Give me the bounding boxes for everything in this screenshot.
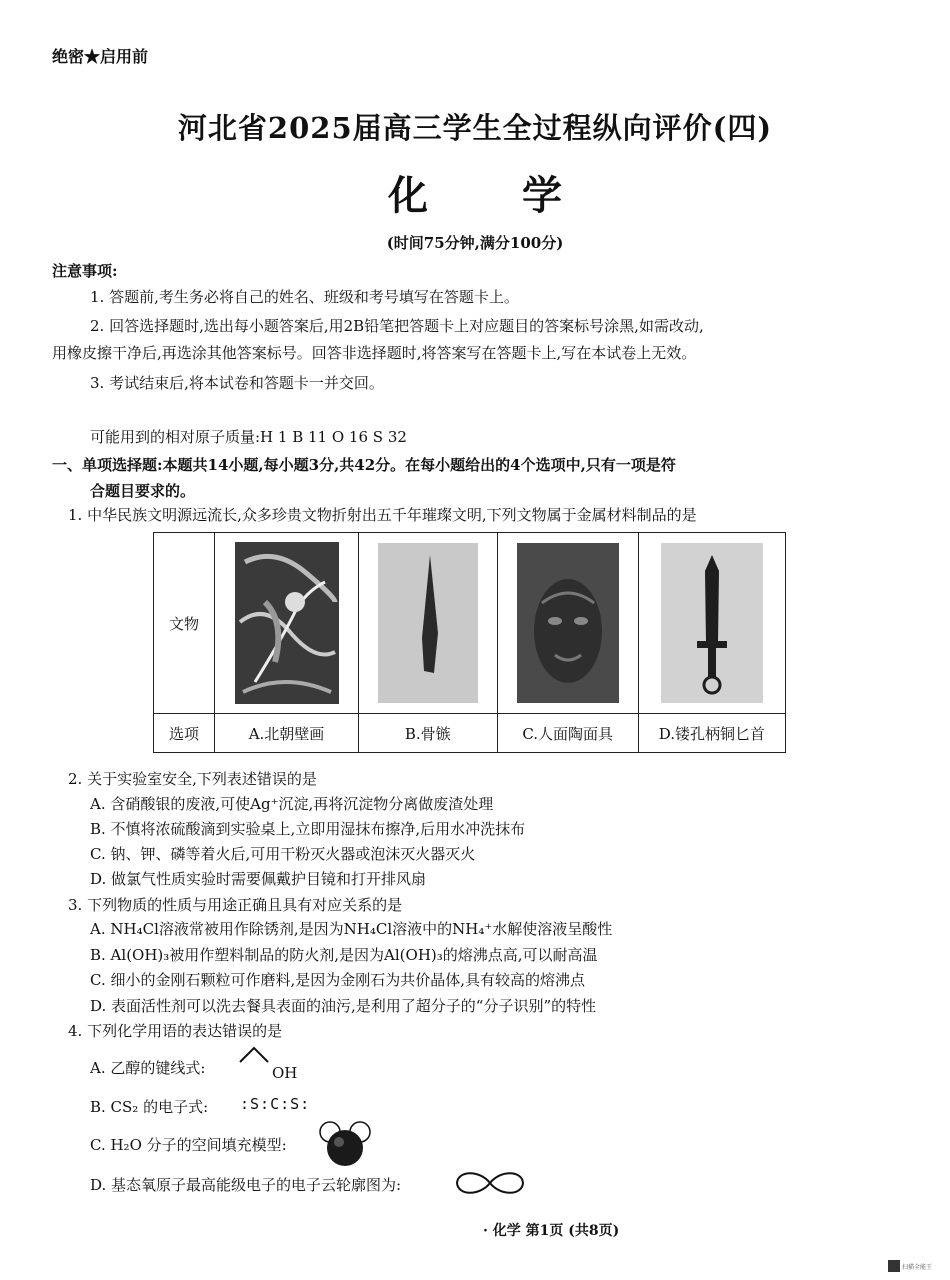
question-4-option-d: D. 基态氧原子最高能级电子的电子云轮廓图为:: [90, 1176, 402, 1194]
note-item-2: 2. 回答选择题时,选出每小题答案后,用2B铅笔把答题卡上对应题目的答案标号涂黑,如需改动,: [90, 317, 704, 335]
exam-title: 河北省2025届高三学生全过程纵向评价(四): [177, 111, 773, 145]
section-heading: 一、单项选择题:本题共14小题,每小题3分,共42分。在每小题给出的4个选项中,只有一项是符: [52, 456, 676, 474]
question-2-option-d: D. 做氯气性质实验时需要佩戴护目镜和打开排风扇: [90, 870, 427, 888]
confidential-label: 绝密★启用前: [52, 47, 149, 66]
question-4-stem: 4. 下列化学用语的表达错误的是: [68, 1022, 283, 1040]
pottery-mask-picture: [517, 543, 619, 703]
relic-bronze-dagger-image: [638, 533, 785, 714]
question-3-option-d: D. 表面活性剂可以洗去餐具表面的油污,是利用了超分子的“分子识别”的特性: [90, 997, 597, 1015]
time-info: (时间75分钟,满分100分): [386, 234, 564, 252]
relic-mural-image: [215, 533, 359, 714]
question-4-option-b: B. CS₂ 的电子式:: [90, 1098, 209, 1116]
question-1-stem: 1. 中华民族文明源远流长,众多珍贵文物折射出五千年璀璨文明,下列文物属于金属材料制品的是: [68, 506, 697, 524]
question-3-stem: 3. 下列物质的性质与用途正确且具有对应关系的是: [68, 896, 403, 914]
page-footer: · 化学 第1页 (共8页): [483, 1223, 620, 1239]
ethanol-oh-label: OH: [272, 1064, 298, 1082]
scanner-watermark: 扫描全能王: [902, 1264, 933, 1271]
question-4-option-a: A. 乙醇的键线式:: [90, 1059, 206, 1077]
water-spacefill-model-icon: [316, 1120, 374, 1168]
row-label-relic: 文物: [154, 533, 215, 714]
question-3-option-a: A. NH₄Cl溶液常被用作除锈剂,是因为NH₄Cl溶液中的NH₄⁺水解使溶液呈酸性: [90, 920, 613, 938]
atomic-masses: 可能用到的相对原子质量:H 1 B 11 O 16 S 32: [90, 428, 407, 446]
subject-title: 化 学: [388, 172, 602, 219]
row-label-option: 选项: [154, 714, 215, 753]
relic-bone-arrowhead-image: [359, 533, 498, 714]
notes-heading: 注意事项:: [52, 262, 118, 280]
ethanol-skeletal-icon: [236, 1042, 276, 1068]
relics-table: [153, 532, 786, 753]
question-2-option-b: B. 不慎将浓硫酸滴到实验桌上,立即用湿抹布擦净,后用水冲洗抹布: [90, 820, 526, 838]
mural-picture: [235, 542, 339, 704]
question-2-option-a: A. 含硝酸银的废液,可使Ag⁺沉淀,再将沉淀物分离做废渣处理: [90, 795, 494, 813]
section-heading-cont: 合题目要求的。: [90, 482, 196, 500]
relic-pottery-mask-image: [497, 533, 638, 714]
note-item-1: 1. 答题前,考生务必将自己的姓名、班级和考号填写在答题卡上。: [90, 288, 519, 306]
question-4-option-c: C. H₂O 分子的空间填充模型:: [90, 1136, 287, 1154]
question-3-option-c: C. 细小的金刚石颗粒可作磨料,是因为金刚石为共价晶体,具有较高的熔沸点: [90, 971, 586, 989]
qr-code-icon: [888, 1260, 900, 1272]
option-c: C.人面陶面具: [497, 714, 638, 753]
question-3-option-b: B. Al(OH)₃被用作塑料制品的防火剂,是因为Al(OH)₃的熔沸点高,可以耐高温: [90, 946, 598, 964]
p-orbital-icon: [452, 1168, 528, 1198]
question-2-stem: 2. 关于实验室安全,下列表述错误的是: [68, 770, 317, 788]
note-item-3: 3. 考试结束后,将本试卷和答题卡一并交回。: [90, 374, 384, 392]
option-d: D.镂孔柄铜匕首: [638, 714, 785, 753]
bronze-dagger-picture: [661, 543, 763, 703]
option-b: B.骨镞: [359, 714, 498, 753]
cs2-lewis-formula: :S:C:S:: [240, 1095, 311, 1113]
bone-arrowhead-picture: [378, 543, 478, 703]
option-a: A.北朝壁画: [215, 714, 359, 753]
question-2-option-c: C. 钠、钾、磷等着火后,可用干粉灭火器或泡沫灭火器灭火: [90, 845, 476, 863]
note-item-2-cont: 用橡皮擦干净后,再选涂其他答案标号。回答非选择题时,将答案写在答题卡上,写在本试卷上无效。: [52, 344, 697, 362]
